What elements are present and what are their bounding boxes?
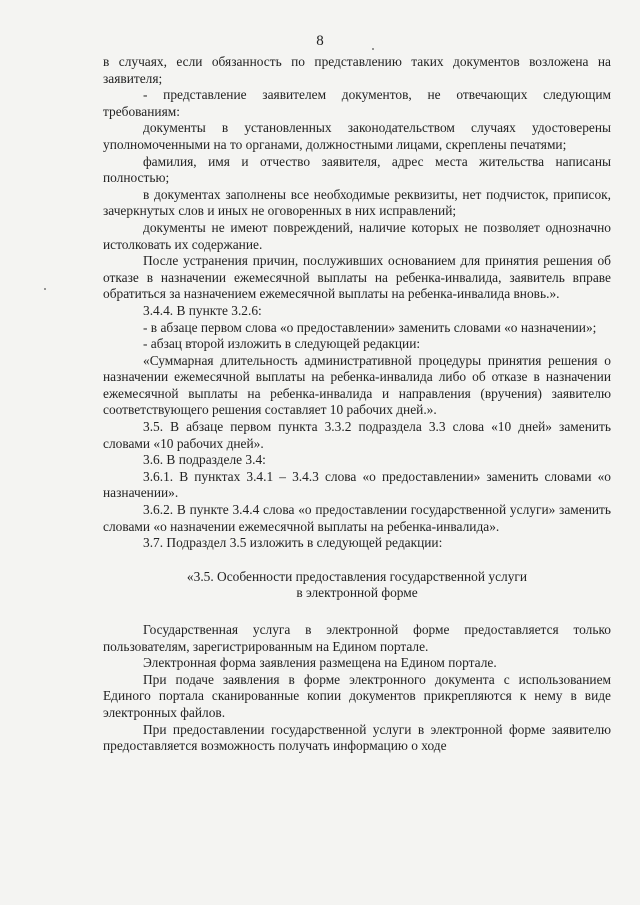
paragraph: При подаче заявления в форме электронного документа с использованием Единого портала сканированные копии документов прикрепляются к нему в виде электронных файлов. bbox=[103, 671, 611, 720]
scan-speck bbox=[44, 288, 46, 290]
paragraph: Электронная форма заявления размещена на Едином портале. bbox=[143, 655, 497, 671]
paragraph: фамилия, имя и отчество заявителя, адрес места жительства написаны полностью; bbox=[103, 153, 611, 186]
paragraph: 3.6.1. В пунктах 3.4.1 – 3.4.3 слова «о предоставлении» заменить словами «о назначении». bbox=[103, 468, 611, 501]
scan-speck bbox=[372, 48, 374, 50]
paragraph: - абзац второй изложить в следующей редакции: bbox=[143, 336, 421, 352]
paragraph: 3.4.4. В пункте 3.2.6: bbox=[143, 302, 262, 318]
paragraph: «Суммарная длительность административной процедуры принятия решения о назначении ежемесячной выплаты на ребенка-инвалида либо об отказе в назначении ежемесячной выплаты на ребенка-инвалида и направления (вручения) заявителю соответствующего решения составляет 10 рабочих дней.». bbox=[103, 352, 611, 418]
paragraph: При предоставлении государственной услуги в электронной форме заявителю предоставляется возможность получать информацию о ходе bbox=[103, 721, 611, 754]
page-number: 8 bbox=[316, 33, 324, 49]
paragraph: Государственная услуга в электронной форме предоставляется только пользователям, зарегистрированным на Едином портале. bbox=[103, 622, 611, 654]
paragraph: документы не имеют повреждений, наличие которых не позволяет однозначно истолковать их содержание. bbox=[103, 219, 611, 252]
paragraph: 3.5. В абзаце первом пункта 3.3.2 подраздела 3.3 слова «10 дней» заменить словами «10 рабочих дней». bbox=[103, 419, 611, 451]
section-heading bbox=[103, 569, 611, 602]
paragraph: документы в установленных законодательством случаях удостоверены уполномоченными на то органами, должностными лицами, скреплены печатями; bbox=[103, 120, 611, 152]
section-heading-line: в электронной форме bbox=[296, 585, 418, 601]
paragraph: 3.6. В подразделе 3.4: bbox=[143, 452, 266, 468]
document-body bbox=[103, 54, 611, 755]
paragraph: - в абзаце первом слова «о предоставлении» заменить словами «о назначении»; bbox=[143, 319, 597, 335]
paragraph: в случаях, если обязанность по представлению таких документов возложена на заявителя; bbox=[103, 54, 611, 86]
paragraph: После устранения причин, послуживших основанием для принятия решения об отказе в назначении ежемесячной выплаты на ребенка-инвалида, заявитель вправе обратиться за назначением ежемесячной выплаты на ребенка-инвалида вновь.». bbox=[103, 253, 611, 302]
paragraph: в документах заполнены все необходимые реквизиты, нет подчисток, приписок, зачеркнутых слов и иных не оговоренных в них исправлений; bbox=[103, 186, 611, 219]
paragraph: 3.6.2. В пункте 3.4.4 слова «о предоставлении государственной услуги» заменить словами «о назначении ежемесячной выплаты на ребенка-инвалида». bbox=[103, 502, 611, 534]
paragraph: - представление заявителем документов, не отвечающих следующим требованиям: bbox=[103, 87, 611, 119]
paragraph: 3.7. Подраздел 3.5 изложить в следующей редакции: bbox=[143, 535, 443, 551]
section-heading-line: «3.5. Особенности предоставления государственной услуги bbox=[186, 568, 528, 584]
